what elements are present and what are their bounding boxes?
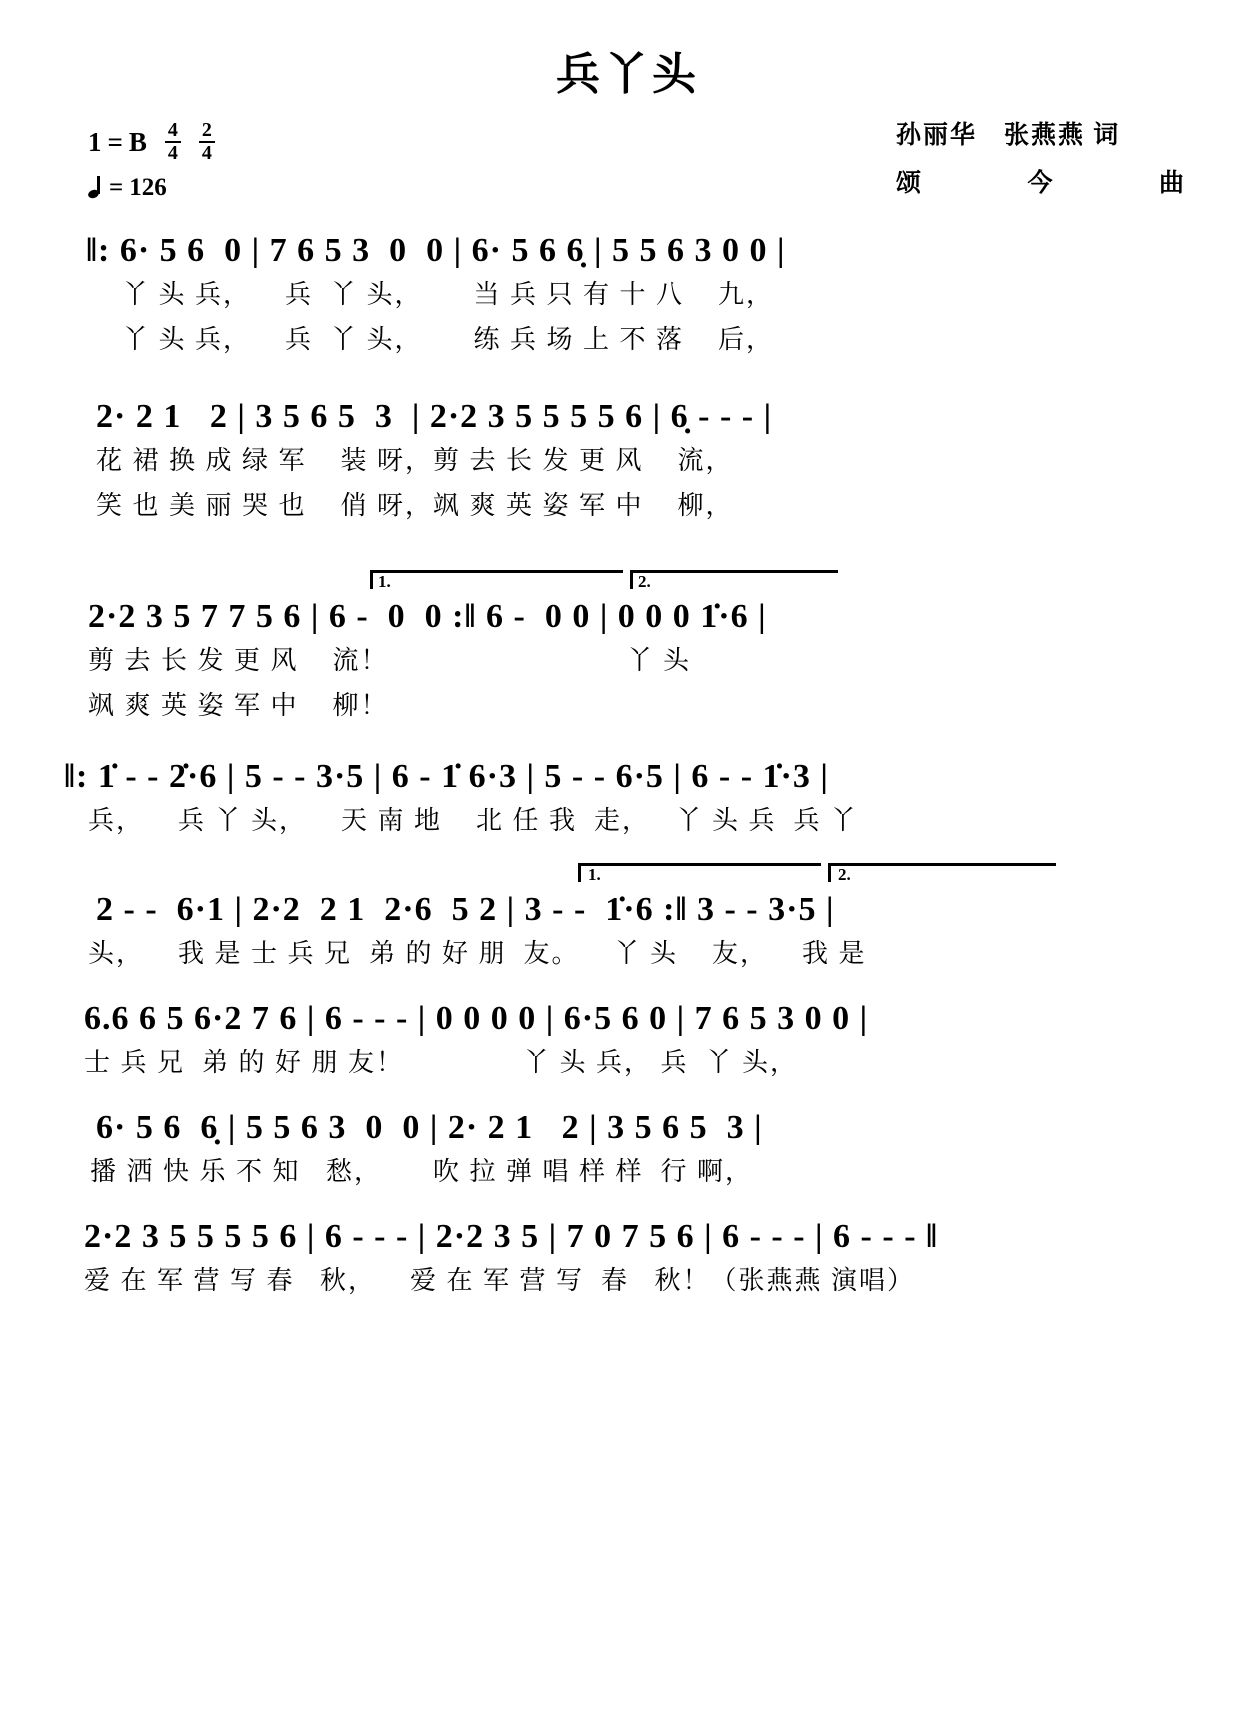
notation-line-4: ‖: 1̇ - - 2̇·6 | 5 - - 3·5 | 6 - 1̇ 6·3 | 5 - - 6·5 | 6 - - 1̇·3 | (64, 758, 829, 795)
notation-line-6: 6.6 6 5 6·2 7 6 | 6 - - - | 0 0 0 0 | 6·5 6 0 | 7 6 5 3 0 0 | (84, 1000, 869, 1037)
composer-credit (896, 160, 1186, 208)
key-equals: = (107, 126, 123, 157)
lyric-line-8: 爱 在 军 营 写 春 秋， 爱 在 军 营 写 春 秋！（张燕燕 演唱） (84, 1266, 916, 1295)
time-sig-2-numerator: 2 (199, 120, 215, 143)
notation-line-2: 2· 2 1 2 | 3 5 6 5 3 | 2·2 3 5 5 5 5 6 | 6̣ - - - | (96, 398, 773, 435)
tempo-equals: = (109, 174, 124, 201)
key-label: 1 (88, 126, 102, 157)
composer-name-1: 颂 (896, 169, 924, 197)
quarter-note-icon (88, 176, 104, 200)
lyric-line-1b: 丫 头 兵， 兵 丫 头， 练 兵 场 上 不 落 后， (122, 325, 775, 354)
lyric-line-3b: 飒 爽 英 姿 军 中 柳！ (88, 691, 389, 720)
notation-line-1: ‖: 6· 5 6 0 | 7 6 5 3 0 0 | 6· 5 6 6̣ | 5 5 6 3 0 0 | (86, 232, 786, 269)
credits (896, 112, 1186, 207)
music-system-4 (0, 758, 1256, 837)
composer-role: 曲 (1158, 169, 1186, 197)
volta-1-label: 1. (378, 572, 391, 591)
volta-bracket-4 (828, 863, 1056, 882)
volta-bracket-1 (370, 570, 623, 589)
notation-line-8: 2·2 3 5 5 5 5 6 | 6 - - - | 2·2 3 5 | 7 0 7 5 6 | 6 - - - | 6 - - - ‖ (84, 1218, 939, 1255)
volta-2-label: 2. (638, 572, 651, 591)
volta-3-label: 1. (588, 865, 601, 884)
music-system-2 (0, 398, 1256, 522)
volta-bracket-3 (578, 863, 821, 882)
music-system-1 (0, 232, 1256, 356)
key-signature (88, 120, 215, 164)
lyricist-credit: 孙丽华 张燕燕 词 (896, 122, 1121, 149)
lyric-line-5: 头， 我 是 士 兵 兄 弟 的 好 朋 友。 丫 头 友， 我 是 (88, 939, 867, 968)
lyric-line-7: 播 洒 快 乐 不 知 愁， 吹 拉 弹 唱 样 样 行 啊， (90, 1157, 754, 1186)
time-signature-1 (165, 120, 181, 164)
time-sig-1-numerator: 4 (165, 120, 181, 143)
score-header (0, 112, 1256, 222)
music-system-5 (0, 863, 1256, 970)
composer-name-2: 今 (1027, 169, 1055, 197)
key-value: B (128, 126, 147, 157)
volta-4-label: 2. (838, 865, 851, 884)
time-signature-2 (199, 120, 215, 164)
tempo-marking (88, 174, 167, 202)
notation-line-3: 2·2 3 5 7 7 5 6 | 6 - 0 0 :‖ 6 - 0 0 | 0 0 0 1̇·6 | (88, 598, 767, 635)
notation-line-7: 6· 5 6 6̣ | 5 5 6 3 0 0 | 2· 2 1 2 | 3 5 6 5 3 | (96, 1109, 763, 1146)
lyric-line-1a: 丫 头 兵， 兵 丫 头， 当 兵 只 有 十 八 九， (122, 280, 775, 309)
lyric-line-6: 士 兵 兄 弟 的 好 朋 友！ 丫 头 兵， 兵 丫 头， (84, 1048, 799, 1077)
page-title: 兵丫头 (556, 50, 700, 99)
notation-line-5: 2 - - 6·1 | 2·2 2 1 2·6 5 2 | 3 - - 1̇·6 :‖ 3 - - 3·5 | (96, 891, 835, 928)
time-sig-1-denominator: 4 (167, 142, 178, 164)
lyric-line-3a: 剪 去 长 发 更 风 流！ 丫 头 (88, 646, 692, 675)
music-system-7 (0, 1109, 1256, 1188)
lyric-line-4: 兵， 兵 丫 头， 天 南 地 北 任 我 走， 丫 头 兵 兵 丫 (88, 806, 859, 835)
lyric-line-2a: 花 裙 换 成 绿 军 装 呀，剪 去 长 发 更 风 流， (96, 446, 734, 475)
music-system-3 (0, 570, 1256, 722)
music-system-6 (0, 1000, 1256, 1079)
music-system-8 (0, 1218, 1256, 1297)
tempo-value: 126 (129, 174, 167, 201)
lyric-line-2b: 笑 也 美 丽 哭 也 俏 呀，飒 爽 英 姿 军 中 柳， (96, 491, 734, 520)
volta-bracket-2 (630, 570, 838, 589)
time-sig-2-denominator: 4 (201, 142, 212, 164)
